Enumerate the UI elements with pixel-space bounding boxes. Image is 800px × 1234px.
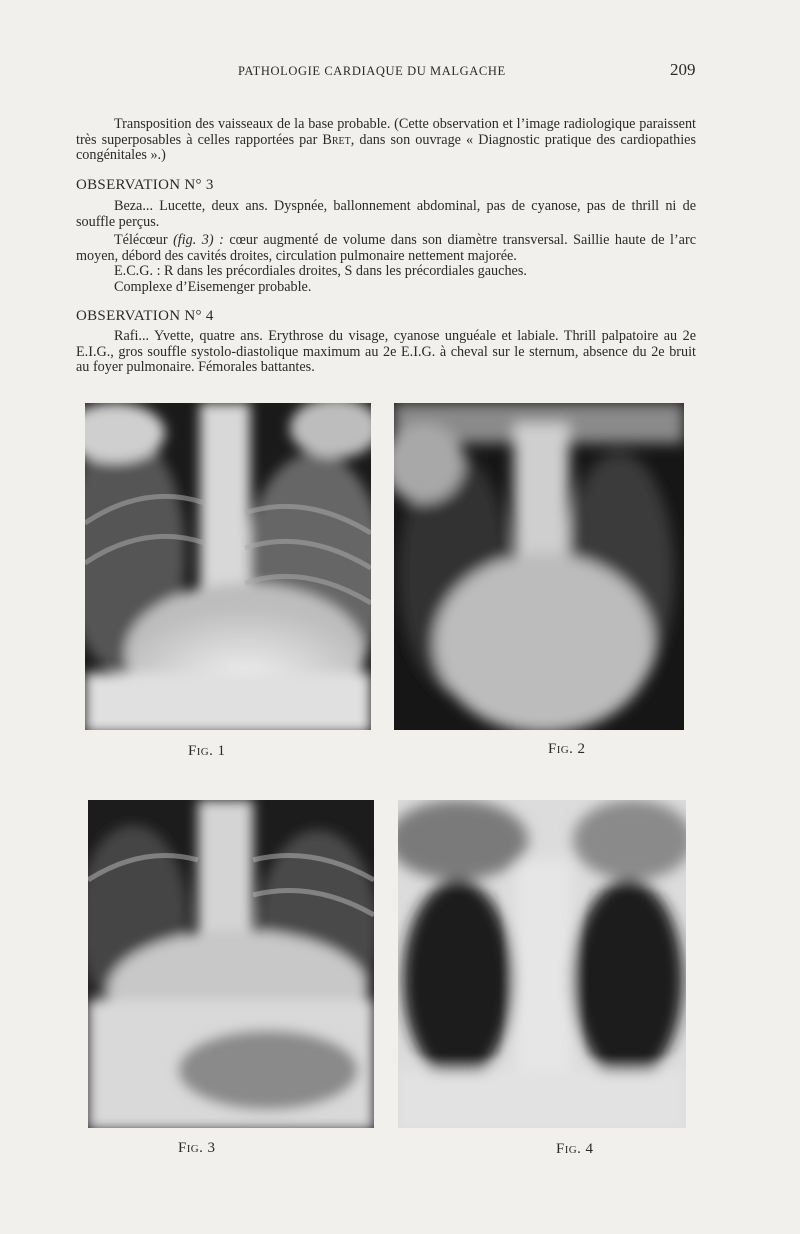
observation-4-heading: OBSERVATION N° 4 [76, 308, 214, 324]
figure-2-label: Fig. 2 [548, 741, 586, 757]
running-head [0, 60, 800, 84]
page-number: 209 [670, 60, 696, 79]
figure-2-xray [394, 403, 684, 730]
figure-1-xray [85, 403, 371, 730]
figure-3-caption [178, 1140, 215, 1157]
observation-3-figref: (fig. 3) : [173, 232, 224, 249]
figure-2-caption [548, 741, 585, 758]
figure-1-label: Fig. 1 [188, 743, 226, 759]
intro-text-end: , dans son ouvrage « Diagnostic pratique des cardiopathies congénitales ».) [76, 131, 696, 164]
figure-3-xray [88, 800, 374, 1128]
observation-3-body [76, 199, 696, 296]
observation-3-p4: Complexe d’Eisemenger probable. [114, 278, 312, 295]
figure-4-caption [556, 1141, 593, 1158]
intro-author: Bret [322, 131, 351, 148]
running-title: PATHOLOGIE CARDIAQUE DU MALGACHE [238, 64, 506, 78]
intro-paragraph [76, 117, 696, 164]
observation-3-p1: Beza... Lucette, deux ans. Dyspnée, ballonnement abdominal, pas de cyanose, pas de thrill ni de souffle perçus. [76, 198, 696, 230]
figure-4-xray [398, 800, 686, 1128]
observation-3-p2-end: cœur augmenté de volume dans son diamètre transversal. Saillie haute de l’arc moyen, débord des cavités droites, circulation pulmonaire nettement majorée. [76, 232, 696, 264]
intro-text-start: Transposition des vaisseaux de la base probable. (Cette observation et l’image radiologique paraissent très superposables à celles rapportées par [76, 116, 696, 148]
observation-4-body [76, 329, 696, 376]
figure-1-caption [188, 743, 225, 760]
observation-4-p1: Rafi... Yvette, quatre ans. Erythrose du visage, cyanose unguéale et labiale. Thrill palpatoire au 2e E.I.G., gros souffle systolo-diastolique maximum au 2e E.I.G. à cheval sur le sternum, absence du 2e bruit au foyer pulmonaire. Fémorales battantes. [76, 328, 696, 376]
observation-3-heading: OBSERVATION N° 3 [76, 177, 214, 193]
figure-3-label: Fig. 3 [178, 1140, 216, 1156]
figure-4-label: Fig. 4 [556, 1141, 594, 1157]
observation-3-p3: E.C.G. : R dans les précordiales droites, S dans les précordiales gauches. [114, 263, 527, 280]
observation-3-p2-start: Télécœur [114, 232, 174, 249]
